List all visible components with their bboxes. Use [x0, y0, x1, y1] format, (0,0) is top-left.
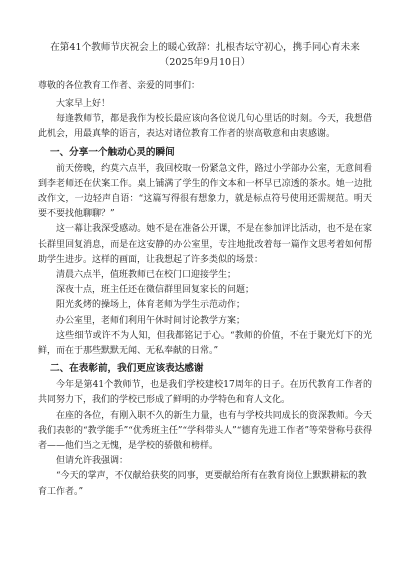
document-date: （2025年9月10日） [159, 57, 251, 68]
salutation: 尊敬的各位教育工作者、亲爱的同事们： [38, 81, 201, 91]
section-1-paragraph-2: 这一幕让我深受感动。她不是在准备公开课，不是在参加评比活动，也不是在家长群里回复消息，而是在这安静的办公室里，专注地批改着每一篇作文思考着如何帮助学生进步。这样的画面，让我想起了许多类似的场景： [38, 224, 372, 265]
scene-line-3: 阳光炙烤的操场上，体育老师为学生示范动作； [56, 300, 246, 311]
document-title: 在第41个教师节庆祝会上的暖心致辞：扎根杏坛守初心，携手同心育未来 [50, 42, 360, 53]
section-2-heading: 二、在表彰前，我们更应该表达感谢 [50, 363, 204, 375]
section-2-paragraph-2: 在座的各位，有刚入职不久的新生力量，也有与学校共同成长的资深教师。今天我们表彰的“教学能手”“优秀班主任”“学科带头人”“德育先进工作者”等荣誉称号获得者——他们当之无愧，是学校的骄傲和榜样。 [38, 410, 372, 452]
scene-line-1: 清晨六点半，值班教师已在校门口迎接学生； [56, 270, 237, 281]
section-1-paragraph-1: 前天傍晚，约莫六点半，我回校取一份紧急文件，路过小学部办公室，无意间看到李老师还在伏案工作。桌上铺满了学生的作文本和一杯早已凉透的茶水。她一边批改作文，一边轻声自语：“这篇写得很有想象力，就是标点符号使用还需规范。明天要不要找他聊聊？” [38, 163, 372, 220]
section-1-paragraph-3: 这些细节或许不为人知，但我都铭记于心。“教师的价值，不在于聚光灯下的光鲜，而在于那些默默无闻、无私奉献的日常。” [38, 330, 372, 357]
greeting: 大家早上好！ [56, 99, 111, 109]
scene-line-2: 深夜十点，班主任还在微信群里回复家长的问题； [56, 285, 255, 296]
section-2-quote: “今天的掌声，不仅献给获奖的同事，更要献给所有在教育岗位上默默耕耘的教育工作者。” [38, 471, 367, 497]
intro-paragraph: 每逢教师节，都是我作为校长最应该向各位说几句心里话的时刻。今天，我想借此机会，用最真挚的语言，表达对诸位教育工作者的崇高敬意和由衷感谢。 [38, 114, 372, 140]
scene-line-4: 办公室里，老师们利用午休时间讨论教学方案； [56, 315, 246, 326]
section-2-paragraph-3: 但请允许我强调： [56, 456, 129, 467]
section-2-paragraph-1: 今年是第41个教师节，也是我们学校建校17周年的日子。在历代教育工作者的共同努力下，我们的学校已形成了鲜明的办学特色和育人文化。 [38, 380, 372, 406]
section-1-heading: 一、分享一个触动心灵的瞬间 [50, 146, 175, 158]
